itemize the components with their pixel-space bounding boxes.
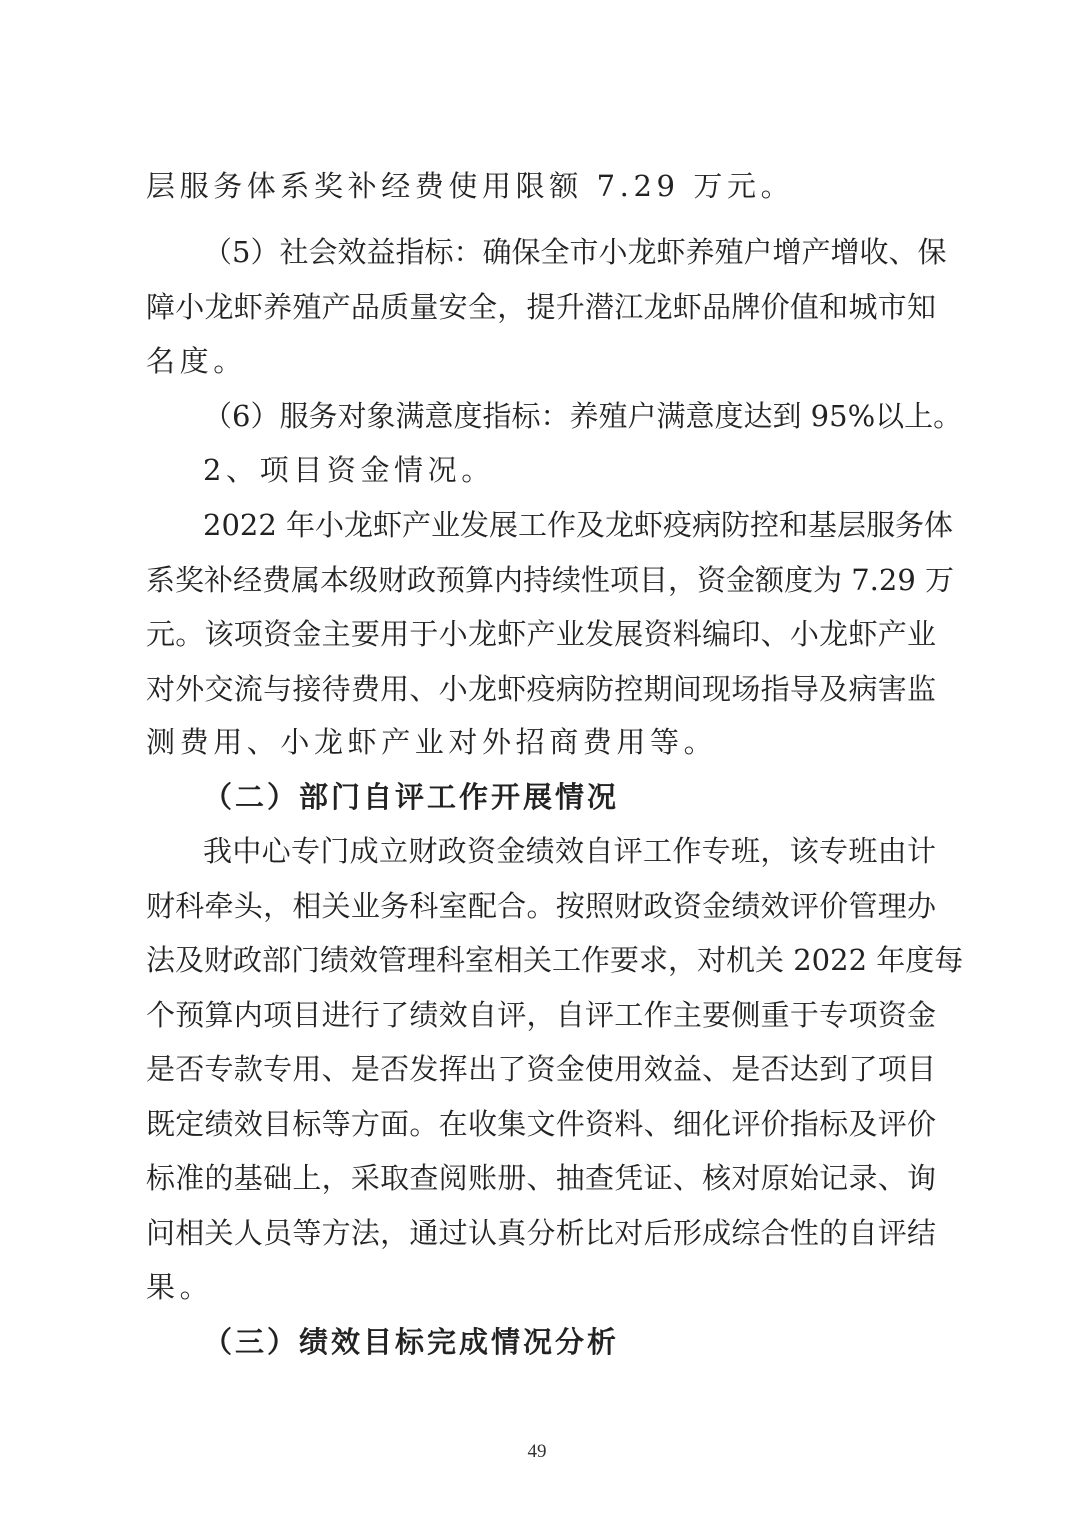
page-number: 49 — [527, 1441, 547, 1462]
text-line: 既定绩效目标等方面。在收集文件资料、细化评价指标及评价 — [146, 1107, 936, 1141]
text-line: 法及财政部门绩效管理科室相关工作要求，对机关 2022 年度每 — [146, 943, 964, 977]
text-line: 2、项目资金情况。 — [203, 453, 495, 487]
text-line: 对外交流与接待费用、小龙虾疫病防控期间现场指导及病害监 — [146, 672, 936, 706]
text-line: 我中心专门成立财政资金绩效自评工作专班，该专班由计 — [203, 834, 936, 868]
text-line: 系奖补经费属本级财政预算内持续性项目，资金额度为 7.29 万 — [146, 563, 955, 597]
text-line: 财科牵头，相关业务科室配合。按照财政资金绩效评价管理办 — [146, 889, 936, 923]
section-heading: （二）部门自评工作开展情况 — [203, 780, 620, 814]
text-line: 2022 年小龙虾产业发展工作及龙虾疫病防控和基层服务体 — [203, 508, 954, 542]
text-line: 是否专款专用、是否发挥出了资金使用效益、是否达到了项目 — [146, 1052, 936, 1086]
text-line: 测费用、小龙虾产业对外招商费用等。 — [146, 725, 718, 759]
text-line: 元。该项资金主要用于小龙虾产业发展资料编印、小龙虾产业 — [146, 617, 936, 651]
text-line: 问相关人员等方法，通过认真分析比对后形成综合性的自评结 — [146, 1216, 936, 1250]
text-line: （6）服务对象满意度指标：养殖户满意度达到 95%以上。 — [203, 399, 963, 433]
text-line: 果。 — [146, 1270, 214, 1304]
text-line: 层服务体系奖补经费使用限额 7.29 万元。 — [146, 169, 795, 203]
text-line: 个预算内项目进行了绩效自评，自评工作主要侧重于专项资金 — [146, 998, 936, 1032]
section-heading: （三）绩效目标完成情况分析 — [203, 1325, 620, 1359]
text-line: 标准的基础上，采取查阅账册、抽查凭证、核对原始记录、询 — [146, 1161, 936, 1195]
text-line: 名度。 — [146, 344, 247, 378]
text-line: 障小龙虾养殖产品质量安全，提升潜江龙虾品牌价值和城市知 — [146, 290, 936, 324]
text-line: （5）社会效益指标：确保全市小龙虾养殖户增产增收、保 — [203, 235, 947, 269]
